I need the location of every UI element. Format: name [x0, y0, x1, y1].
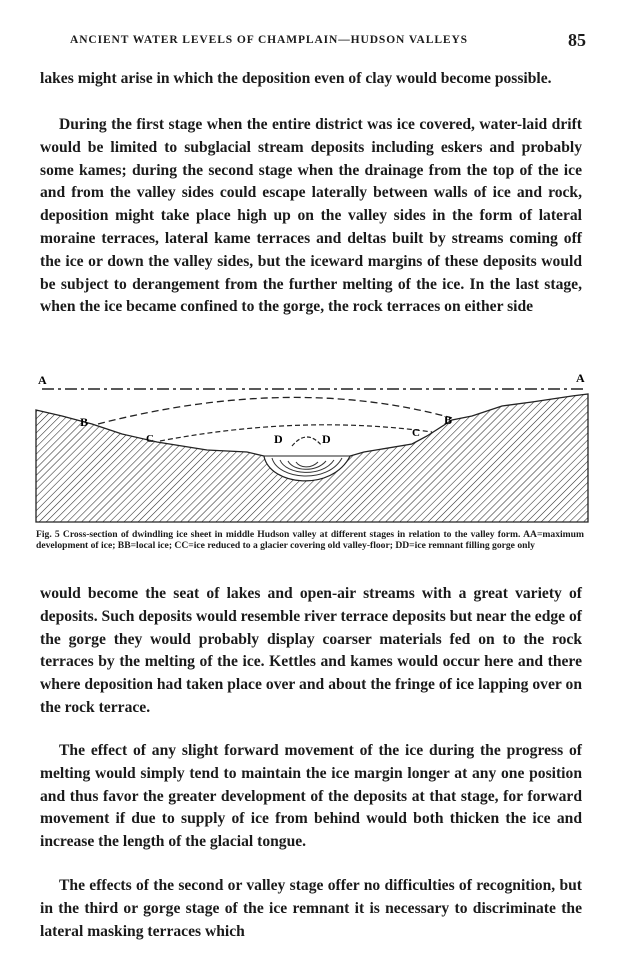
paragraph-5: The effects of the second or valley stage offer no difficulties of recognition, but in the third or gorge stage of the ice remnant it is necessary to discriminate the lateral masking terraces which: [40, 877, 582, 940]
label-b-left: B: [80, 415, 89, 429]
paragraph-4: The effect of any slight forward movement of the ice during the progress of melting would simply tend to maintain the ice margin longer at any one position and thus favor the greater development of the deposits at that stage, for forward movement if due to supply of ice from behind would both thicken the ice and increase the length of the glacial tongue.: [40, 742, 582, 851]
label-d-left: D: [274, 432, 283, 446]
cross-section-diagram: [32, 366, 592, 546]
label-c-right: C: [412, 427, 420, 439]
page-header: [40, 30, 586, 52]
caption-text: Cross-section of dwindling ice sheet in middle Hudson valley at different stages in relation to the valley form. AA=maximum development of ice; BB=local ice; CC=ice reduced to a glacier covering old valley-floor; DD=ice remnant filling gorge only: [36, 529, 584, 551]
label-b-right: B: [444, 413, 453, 427]
page-number: 85: [568, 30, 586, 50]
line-dd: [292, 437, 322, 446]
label-c-left: C: [146, 433, 154, 445]
label-a-left: A: [38, 373, 47, 387]
paragraph-3: would become the seat of lakes and open-air streams with a great variety of deposits. Such deposits would resemble river terrace deposits but near the edge of the gorge they would probably display coarser materials fed on to the rock terraces by the melting of the ice. Kettles and kames would occur here and there where deposition had taken place over and about the fringe of ice lapping over on the rock terrace.: [40, 585, 582, 716]
paragraph-1: lakes might arise in which the deposition even of clay would become possible.: [40, 70, 552, 87]
figure-cross-section: [32, 366, 592, 546]
caption-figure-number: Fig. 5: [36, 529, 60, 540]
label-d-right: D: [322, 432, 331, 446]
running-title: ANCIENT WATER LEVELS OF CHAMPLAIN—HUDSON VALLEYS: [70, 34, 468, 46]
figure-caption: [36, 529, 584, 551]
label-a-right: A: [576, 371, 585, 385]
paragraph-2: During the first stage when the entire district was ice covered, water-laid drift would be limited to subglacial stream deposits including eskers and probably some kames; during the second stage when the drainage from the top of the ice and from the valley sides could escape laterally between walls of ice and rock, deposition might take place high up on the valley sides in the form of lateral moraine terraces, lateral kame terraces and deltas built by streams coming off the ice or down the valley sides, but the iceward margins of these deposits would be subject to derangement from the further melting of the ice. In the last stage, when the ice became confined to the gorge, the rock terraces on either side: [40, 116, 582, 316]
line-bb: [98, 397, 452, 424]
line-cc: [160, 425, 432, 441]
